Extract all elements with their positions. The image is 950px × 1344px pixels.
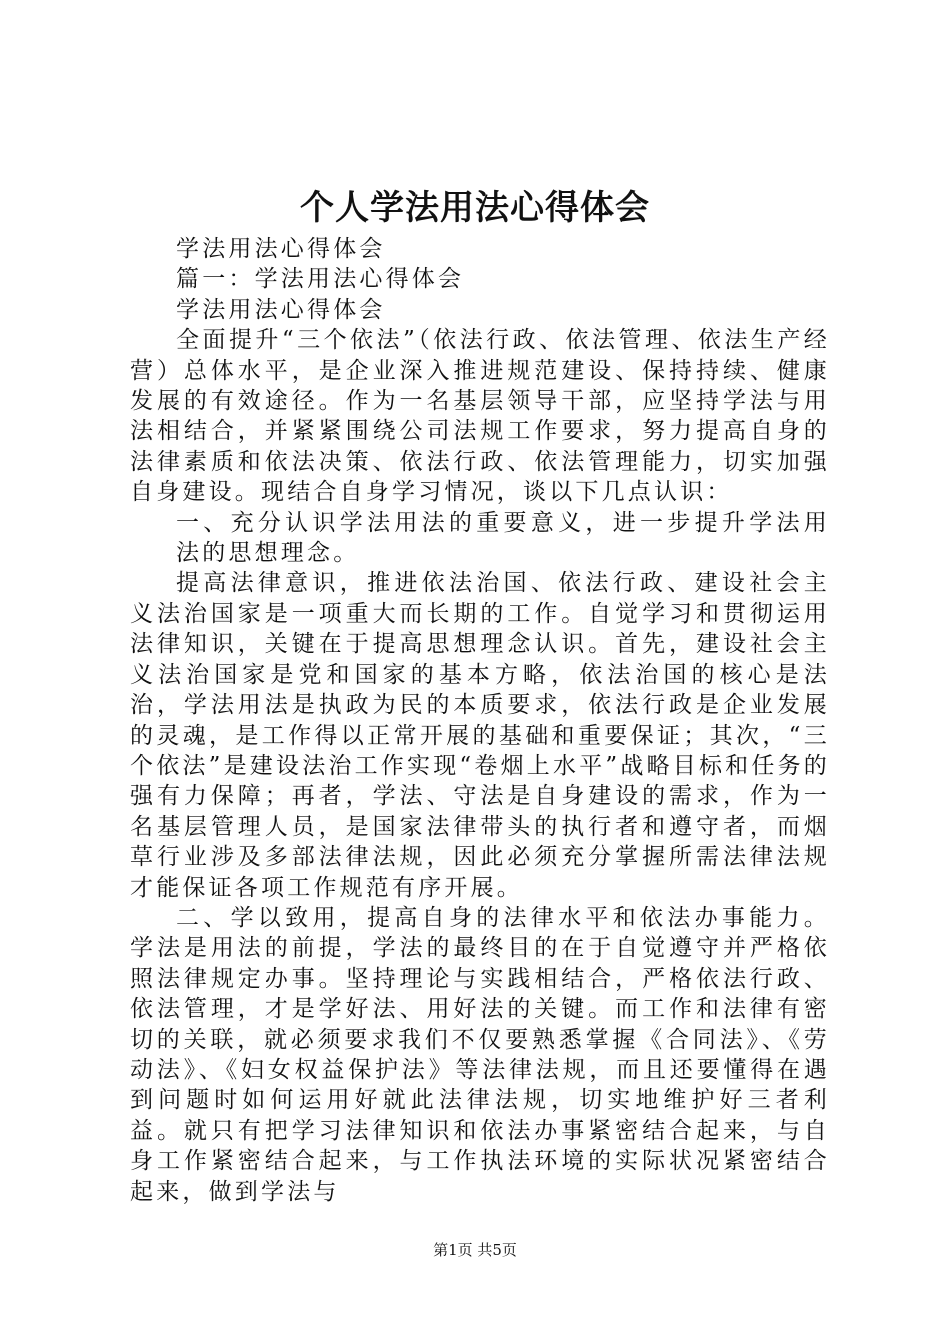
page-number-footer: 第1页 共5页 [433,1241,517,1259]
paragraph: 学法用法心得体会 [176,296,386,323]
section-heading: 一、充分认识学法用法的重要意义，进一步提升学法用法的思想理念。 [176,509,830,567]
document-body [130,234,830,1207]
document-title: 个人学法用法心得体会 [300,188,650,228]
paragraph: 提高法律意识，推进依法治国、依法行政、建设社会主义法治国家是一项重大而长期的工作。自觉学习和贯彻运用法律知识，关键在于提高思想理念认识。首先，建设社会主义法治国家是党和国家的基本方略，依法治国的核心是法治，学法用法是执政为民的本质要求，依法行政是企业发展的灵魂，是工作得以正常开展的基础和重要保证；其次，“三个依法”是建设法治工作实现“卷烟上水平”战略目标和任务的强有力保障；再者，学法、守法是自身建设的需求，作为一名基层管理人员，是国家法律带头的执行者和遵守者，而烟草行业涉及多部法律法规，因此必须充分掌握所需法律法规才能保证各项工作规范有序开展。 [130,570,830,901]
paragraph: 全面提升“三个依法”（依法行政、依法管理、依法生产经营）总体水平，是企业深入推进规范建设、保持持续、健康发展的有效途径。作为一名基层领导干部，应坚持学法与用法相结合，并紧紧围绕公司法规工作要求，努力提高自身的法律素质和依法决策、依法行政、依法管理能力，切实加强自身建设。现结合自身学习情况，谈以下几点认识： [130,327,830,506]
paragraph: 篇一：学法用法心得体会 [176,266,465,293]
paragraph: 二、学以致用，提高自身的法律水平和依法办事能力。学法是用法的前提，学法的最终目的在于自觉遵守并严格依照法律规定办事。坚持理论与实践相结合，严格依法行政、依法管理，才是学好法、用好法的关键。而工作和法律有密切的关联，就必须要求我们不仅要熟悉掌握《合同法》、《劳动法》、《妇女权益保护法》等法律法规，而且还要懂得在遇到问题时如何运用好就此法律法规，切实地维护好三者利益。就只有把学习法律知识和依法办事紧密结合起来，与自身工作紧密结合起来，与工作执法环境的实际状况紧密结合起来，做到学法与 [130,904,830,1205]
paragraph: 学法用法心得体会 [176,236,386,262]
